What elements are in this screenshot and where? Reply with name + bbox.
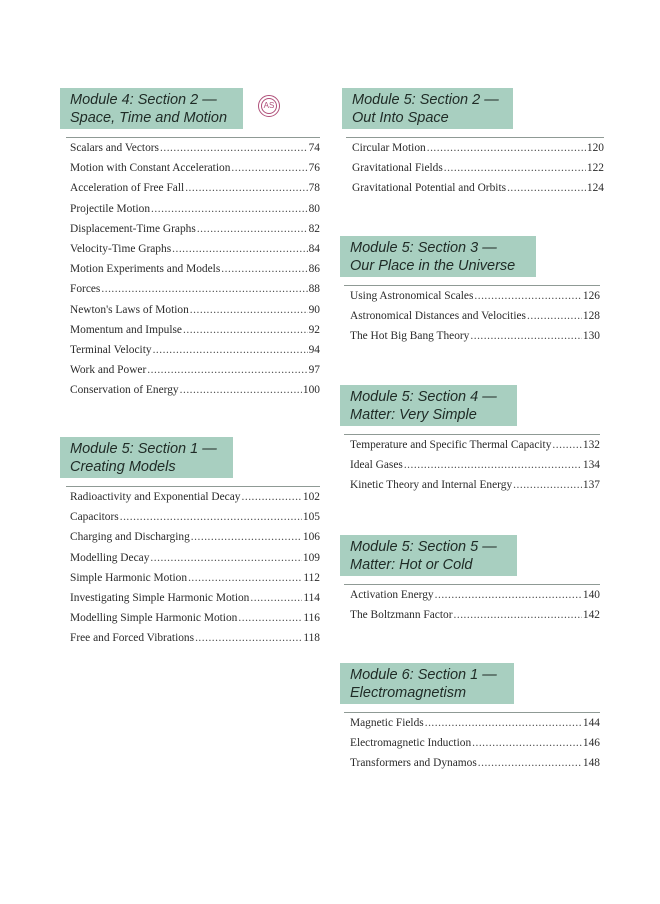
toc-item[interactable] — [350, 290, 600, 310]
toc-item-title: Kinetic Theory and Internal Energy — [350, 479, 513, 492]
section-header-line2: Electromagnetism — [350, 685, 467, 701]
toc-dot-leader — [478, 757, 582, 769]
toc-dot-leader — [425, 717, 582, 729]
section-header-line1: Module 5: Section 1 — — [70, 441, 217, 457]
toc-item-title: The Hot Big Bang Theory — [350, 330, 470, 343]
toc-dot-leader — [527, 310, 582, 322]
toc-dot-leader — [190, 304, 308, 316]
toc-item[interactable] — [70, 304, 320, 324]
toc-dot-leader — [183, 324, 308, 336]
section-header — [60, 437, 233, 478]
toc-item-page-number: 86 — [308, 263, 320, 276]
toc-dot-leader — [242, 491, 302, 503]
toc-item[interactable] — [350, 589, 600, 609]
toc-dot-leader — [188, 572, 302, 584]
toc-item-title: Displacement-Time Graphs — [70, 222, 196, 235]
toc-item[interactable] — [350, 439, 600, 459]
toc-item-title: Motion with Constant Acceleration — [70, 162, 231, 175]
section-header — [340, 236, 536, 277]
toc-item-page-number: 134 — [582, 459, 600, 472]
toc-item-page-number: 102 — [302, 491, 320, 503]
toc-item-page-number: 109 — [302, 551, 320, 564]
toc-item[interactable] — [70, 364, 320, 384]
section-divider — [66, 486, 320, 487]
section-header-line1: Module 5: Section 4 — — [350, 389, 497, 405]
toc-item-title: Transformers and Dynamos — [350, 757, 477, 770]
toc-item-page-number: 92 — [308, 323, 320, 336]
section-header-line1: Module 5: Section 2 — — [352, 92, 499, 108]
toc-item-page-number: 78 — [308, 182, 320, 195]
toc-item[interactable] — [350, 717, 600, 737]
toc-dot-leader — [191, 531, 302, 543]
toc-list — [70, 491, 320, 653]
toc-item-title: Modelling Simple Harmonic Motion — [70, 612, 238, 625]
toc-dot-leader — [404, 459, 582, 471]
section-header — [340, 535, 517, 576]
toc-item-page-number: 105 — [302, 511, 320, 524]
toc-item-page-number: 140 — [582, 589, 600, 601]
toc-list — [350, 717, 600, 778]
toc-dot-leader — [513, 479, 582, 491]
toc-list — [70, 142, 320, 404]
toc-item[interactable] — [70, 531, 320, 551]
section-divider — [344, 584, 600, 585]
section-header — [340, 663, 514, 704]
toc-dot-leader — [160, 142, 308, 154]
toc-dot-leader — [172, 243, 307, 255]
section-header-line2: Out Into Space — [352, 110, 449, 126]
toc-item[interactable] — [70, 182, 320, 202]
toc-list — [352, 142, 604, 203]
toc-item-title: Modelling Decay — [70, 551, 150, 564]
toc-item-title: Terminal Velocity — [70, 343, 152, 356]
toc-item-title: Gravitational Fields — [352, 162, 443, 175]
toc-item-page-number: 84 — [308, 242, 320, 255]
toc-dot-leader — [250, 592, 302, 604]
toc-dot-leader — [147, 364, 307, 376]
toc-item[interactable] — [70, 203, 320, 223]
section-module6-sec1 — [340, 663, 600, 778]
toc-item-page-number: 130 — [582, 330, 600, 343]
toc-dot-leader — [150, 552, 302, 564]
toc-dot-leader — [151, 203, 308, 215]
section-module5-sec4 — [340, 385, 600, 500]
toc-list — [350, 589, 600, 629]
toc-item-page-number: 82 — [308, 222, 320, 235]
toc-item-page-number: 142 — [582, 609, 600, 622]
toc-item-page-number: 144 — [582, 717, 600, 729]
toc-item-page-number: 106 — [302, 531, 320, 544]
toc-item[interactable] — [352, 182, 604, 202]
toc-item[interactable] — [70, 263, 320, 283]
toc-item[interactable] — [350, 479, 600, 499]
toc-item[interactable] — [352, 162, 604, 182]
section-header-line2: Matter: Hot or Cold — [350, 557, 473, 573]
toc-item-page-number: 114 — [303, 591, 320, 604]
toc-item-page-number: 74 — [308, 142, 320, 154]
toc-dot-leader — [101, 283, 307, 295]
toc-item-page-number: 122 — [586, 162, 604, 175]
toc-item-page-number: 132 — [582, 439, 600, 451]
toc-dot-leader — [120, 511, 302, 523]
toc-item-page-number: 94 — [308, 343, 320, 356]
section-divider — [346, 137, 604, 138]
section-header — [340, 385, 517, 426]
section-header-line1: Module 5: Section 5 — — [350, 539, 497, 555]
toc-item-page-number: 97 — [308, 364, 320, 377]
section-divider — [344, 712, 600, 713]
toc-item-page-number: 112 — [303, 571, 320, 584]
toc-item-page-number: 128 — [582, 310, 600, 323]
toc-item-title: Momentum and Impulse — [70, 323, 182, 336]
toc-item-page-number: 100 — [302, 384, 320, 397]
toc-dot-leader — [474, 290, 582, 302]
toc-item[interactable] — [70, 552, 320, 572]
toc-item-title: Radioactivity and Exponential Decay — [70, 491, 241, 503]
section-module5-sec5 — [340, 535, 600, 629]
toc-item[interactable] — [350, 757, 600, 777]
toc-item-title: Magnetic Fields — [350, 717, 424, 729]
toc-dot-leader — [153, 344, 308, 356]
toc-item[interactable] — [350, 459, 600, 479]
section-divider — [344, 285, 600, 286]
toc-item[interactable] — [70, 632, 320, 652]
section-divider — [344, 434, 600, 435]
toc-item-title: Circular Motion — [352, 142, 426, 154]
toc-item-title: Ideal Gases — [350, 459, 403, 472]
toc-item-title: Electromagnetic Induction — [350, 737, 472, 750]
toc-item[interactable] — [350, 330, 600, 350]
toc-item[interactable] — [70, 142, 320, 162]
toc-item-page-number: 118 — [303, 632, 320, 645]
section-divider — [66, 137, 320, 138]
section-header-line1: Module 4: Section 2 — — [70, 92, 217, 108]
toc-item[interactable] — [70, 612, 320, 632]
toc-item-title: Scalars and Vectors — [70, 142, 159, 154]
toc-dot-leader — [444, 162, 586, 174]
toc-item-page-number: 126 — [582, 290, 600, 302]
toc-item[interactable] — [70, 384, 320, 404]
toc-list — [350, 439, 600, 500]
toc-item-title: Work and Power — [70, 364, 147, 377]
section-module5-sec3 — [340, 236, 600, 351]
toc-dot-leader — [427, 142, 586, 154]
section-header-line1: Module 5: Section 3 — — [350, 240, 497, 256]
toc-item-title: Conservation of Energy — [70, 384, 179, 397]
toc-item-title: Newton's Laws of Motion — [70, 303, 189, 316]
toc-item-page-number: 120 — [586, 142, 604, 154]
toc-item-title: Temperature and Specific Thermal Capacity — [350, 439, 552, 451]
toc-dot-leader — [472, 737, 582, 749]
toc-dot-leader — [552, 439, 582, 451]
toc-item[interactable] — [350, 737, 600, 757]
toc-list — [350, 290, 600, 351]
toc-item-title: Charging and Discharging — [70, 531, 190, 544]
toc-item-title: Capacitors — [70, 511, 119, 524]
toc-item-page-number: 124 — [586, 182, 604, 195]
toc-item-page-number: 88 — [308, 283, 320, 296]
toc-item[interactable] — [70, 223, 320, 243]
toc-dot-leader — [435, 589, 582, 601]
toc-item-title: Gravitational Potential and Orbits — [352, 182, 507, 195]
toc-dot-leader — [507, 182, 586, 194]
toc-item-title: Projectile Motion — [70, 202, 151, 215]
section-module5-sec1 — [60, 437, 320, 653]
toc-item-page-number: 116 — [303, 612, 320, 625]
toc-item-page-number: 76 — [308, 162, 320, 175]
toc-item-title: Forces — [70, 283, 101, 296]
toc-dot-leader — [185, 182, 307, 194]
toc-item[interactable] — [350, 310, 600, 330]
toc-dot-leader — [197, 223, 308, 235]
toc-dot-leader — [195, 632, 302, 644]
toc-item-title: Activation Energy — [350, 589, 434, 601]
section-header — [342, 88, 513, 129]
section-header-line2: Matter: Very Simple — [350, 407, 477, 423]
toc-item-title: Velocity-Time Graphs — [70, 242, 172, 255]
section-header-line2: Our Place in the Universe — [350, 258, 516, 274]
toc-item-title: Free and Forced Vibrations — [70, 632, 195, 645]
toc-dot-leader — [470, 330, 582, 342]
toc-item-title: Acceleration of Free Fall — [70, 182, 185, 195]
toc-item[interactable] — [70, 243, 320, 263]
toc-item-page-number: 80 — [308, 202, 320, 215]
section-header-line2: Creating Models — [70, 459, 176, 475]
toc-item[interactable] — [70, 324, 320, 344]
toc-item[interactable] — [70, 592, 320, 612]
toc-dot-leader — [454, 609, 582, 621]
toc-item[interactable] — [70, 572, 320, 592]
toc-item-title: Using Astronomical Scales — [350, 290, 474, 302]
toc-item-page-number: 146 — [582, 737, 600, 750]
toc-item-page-number: 90 — [308, 303, 320, 316]
toc-dot-leader — [238, 612, 302, 624]
toc-dot-leader — [221, 263, 307, 275]
toc-item-title: Investigating Simple Harmonic Motion — [70, 591, 250, 604]
toc-item[interactable] — [352, 142, 604, 162]
toc-item-title: The Boltzmann Factor — [350, 609, 453, 622]
toc-item[interactable] — [70, 511, 320, 531]
toc-item[interactable] — [70, 162, 320, 182]
toc-item[interactable] — [70, 344, 320, 364]
toc-item-title: Simple Harmonic Motion — [70, 571, 188, 584]
section-header — [60, 88, 243, 129]
as-level-badge-icon: AS — [258, 95, 280, 117]
section-header-line1: Module 6: Section 1 — — [350, 667, 497, 683]
section-module5-sec2 — [342, 88, 604, 203]
toc-item-page-number: 137 — [582, 479, 600, 492]
toc-item[interactable] — [70, 491, 320, 511]
toc-item-title: Astronomical Distances and Velocities — [350, 310, 526, 323]
toc-item[interactable] — [350, 609, 600, 629]
toc-item[interactable] — [70, 283, 320, 303]
toc-item-title: Motion Experiments and Models — [70, 263, 221, 276]
toc-dot-leader — [180, 384, 302, 396]
toc-item-page-number: 148 — [582, 757, 600, 770]
section-header-line2: Space, Time and Motion — [70, 110, 228, 126]
toc-dot-leader — [231, 162, 307, 174]
section-module4-sec2 — [60, 88, 320, 404]
